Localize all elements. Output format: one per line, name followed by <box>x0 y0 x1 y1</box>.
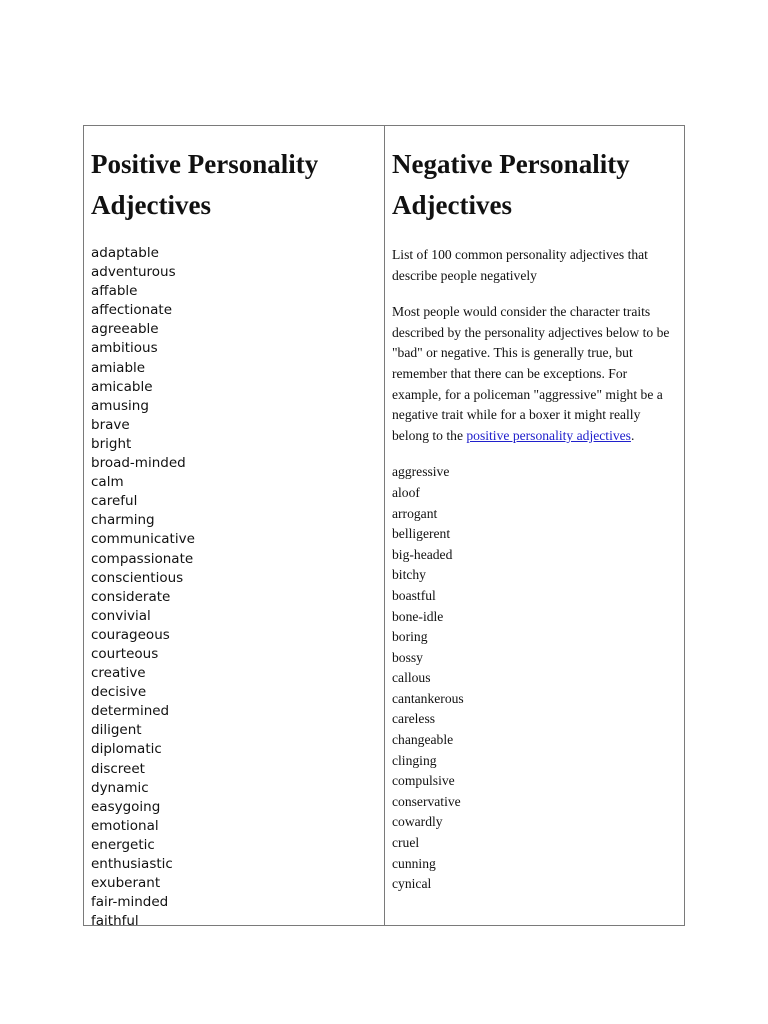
list-item: bossy <box>392 649 423 665</box>
list-item: courageous <box>91 626 170 643</box>
list-item: boring <box>392 629 428 645</box>
list-item: agreeable <box>91 321 159 338</box>
list-item: careless <box>392 711 436 727</box>
positive-heading: Positive Personality Adjectives <box>91 149 319 220</box>
list-item: fair-minded <box>91 894 169 911</box>
list-item: affectionate <box>91 302 173 319</box>
negative-adjective-list <box>392 462 678 894</box>
list-item: big-headed <box>392 546 453 562</box>
list-item: charming <box>91 512 155 529</box>
list-item: brave <box>91 416 130 433</box>
list-item: cunning <box>392 855 436 871</box>
positive-column <box>84 126 385 925</box>
list-item: amicable <box>91 378 153 395</box>
negative-description-text: Most people would consider the character traits described by the personality adjectives below to be "bad" or negative. This is generally true, but remember that there can be exceptions. For example, for a policeman "aggressive" might be a negative trait while for a boxer it might really belong to the <box>392 304 670 443</box>
list-item: emotional <box>91 817 159 834</box>
list-item: ambitious <box>91 340 158 357</box>
list-item: bitchy <box>392 567 426 583</box>
list-item: adventurous <box>91 264 176 281</box>
list-item: affable <box>91 283 138 300</box>
list-item: diplomatic <box>91 741 162 758</box>
list-item: cruel <box>392 835 420 851</box>
list-item: convivial <box>91 607 151 624</box>
list-item: easygoing <box>91 798 161 815</box>
list-item: careful <box>91 493 138 510</box>
list-item: amusing <box>91 397 149 414</box>
adjectives-table <box>83 125 685 926</box>
list-item: adaptable <box>91 245 159 261</box>
list-item: communicative <box>91 531 195 548</box>
list-item: decisive <box>91 684 147 701</box>
list-item: clinging <box>392 752 437 768</box>
negative-description-end: . <box>630 427 635 443</box>
list-item: creative <box>91 665 146 682</box>
negative-intro: List of 100 common personality adjectives that describe people negatively <box>392 247 648 283</box>
list-item: changeable <box>392 732 454 748</box>
list-item: conscientious <box>91 569 184 586</box>
list-item: compulsive <box>392 773 455 789</box>
negative-heading: Negative Personality Adjectives <box>392 149 630 220</box>
list-item: dynamic <box>91 779 149 796</box>
list-item: exuberant <box>91 875 161 892</box>
list-item: calm <box>91 474 124 491</box>
list-item: boastful <box>392 587 436 603</box>
list-item: bright <box>91 435 132 452</box>
list-item: callous <box>392 670 431 686</box>
list-item: considerate <box>91 588 171 605</box>
list-item: belligerent <box>392 526 451 542</box>
list-item: determined <box>91 703 170 720</box>
positive-adjectives-link[interactable]: positive personality adjectives <box>466 427 631 443</box>
list-item: enthusiastic <box>91 856 173 872</box>
list-item: cynical <box>392 876 432 892</box>
negative-description <box>392 302 678 446</box>
positive-adjective-list <box>91 244 378 925</box>
negative-column <box>385 126 684 925</box>
list-item: arrogant <box>392 505 438 521</box>
list-item: aloof <box>392 484 420 500</box>
list-item: amiable <box>91 359 146 376</box>
list-item: diligent <box>91 722 142 739</box>
list-item: cantankerous <box>392 690 464 706</box>
list-item: broad-minded <box>91 455 186 472</box>
list-item: compassionate <box>91 550 194 567</box>
list-item: aggressive <box>392 464 450 480</box>
list-item: conservative <box>392 793 461 809</box>
list-item: bone-idle <box>392 608 444 624</box>
list-item: cowardly <box>392 814 443 830</box>
list-item: courteous <box>91 645 159 662</box>
list-item: energetic <box>91 836 155 853</box>
list-item: discreet <box>91 760 145 777</box>
list-item: faithful <box>91 913 139 925</box>
